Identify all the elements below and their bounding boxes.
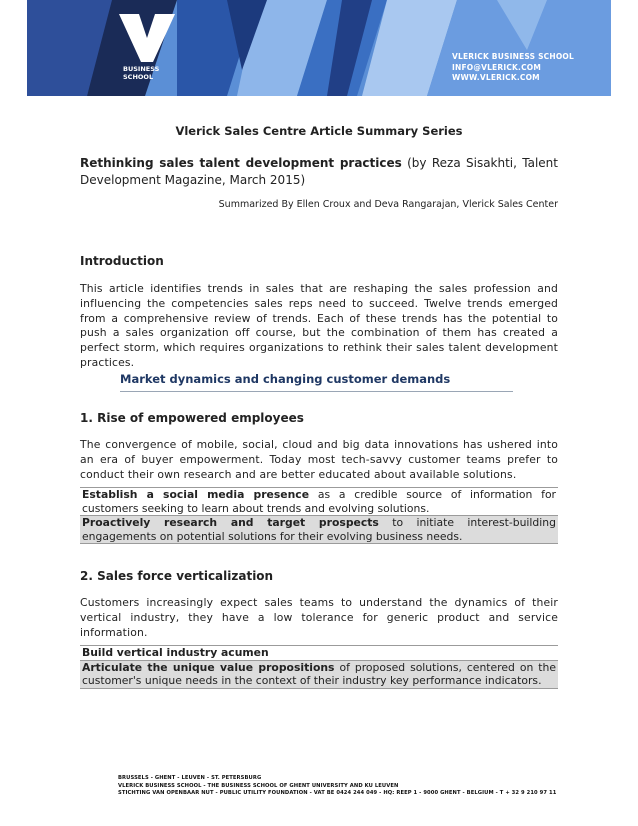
row-bold: Establish a social media presence: [82, 488, 310, 501]
row-bold: Articulate the unique value propositions: [82, 660, 335, 674]
table-row: [80, 515, 558, 544]
article-title-bold: Rethinking sales talent development practices: [80, 156, 402, 170]
row-bold: Build vertical industry acumen: [82, 646, 269, 659]
article-title: [80, 155, 558, 189]
row-text: as a credible source of information for customers seeking to learn about trends and evolving solutions.: [82, 488, 556, 515]
contact-school: VLERICK BUSINESS SCHOOL: [452, 52, 574, 61]
intro-heading: Introduction: [80, 254, 164, 268]
trend1-heading: 1. Rise of empowered employees: [80, 411, 304, 425]
contact-email[interactable]: INFO@VLERICK.COM: [452, 62, 542, 72]
table-row: [80, 645, 558, 660]
trend2-heading: 2. Sales force verticalization: [80, 569, 274, 583]
row-text: of proposed solutions, centered on the customer's unique needs in the context of their industry key performance indicators.: [82, 660, 556, 687]
summarized-by: Summarized By Ellen Croux and Deva Rangarajan, Vlerick Sales Center: [218, 199, 558, 210]
footer-line: VLERICK BUSINESS SCHOOL - THE BUSINESS SCHOOL OF GHENT UNIVERSITY AND KU LEUVEN: [118, 782, 399, 789]
footer-line: BRUSSELS - GHENT - LEUVEN - ST. PETERSBURG: [118, 775, 262, 781]
contact-website[interactable]: WWW.VLERICK.COM: [452, 73, 540, 82]
row-bold: Proactively research and target prospects: [82, 516, 379, 529]
section-title: Market dynamics and changing customer demands: [120, 372, 513, 392]
trend1-table: [80, 487, 558, 544]
series-title: Vlerick Sales Centre Article Summary Series: [175, 124, 463, 138]
trend1-paragraph: The convergence of mobile, social, cloud and big data innovations has ushered into an era of buyer empowerment. Today most tech-savvy customer teams prefer to conduct their own research and are better educated about available solutions.: [80, 438, 558, 481]
header-banner: [27, 0, 611, 96]
trend2-table: [80, 645, 558, 689]
row-text: to initiate interest-building engagements on potential solutions for their evolving business needs.: [82, 516, 556, 543]
table-row: [80, 487, 558, 515]
contact-block: [452, 52, 574, 84]
footer: [118, 775, 556, 798]
intro-paragraph: This article identifies trends in sales that are reshaping the sales profession and influencing the competencies sales reps need to succeed. Twelve trends emerged from a comprehensive review of trends. Each of these trends has the potential to push a sales organization off course, but the combination of them has created a perfect storm, which requires organizations to rethink their sales talent development practices.: [80, 282, 558, 369]
footer-line: STICHTING VAN OPENBAAR NUT - PUBLIC UTILITY FOUNDATION - VAT BE 0424 244 049 - HQ: REEP 1 - 9000 GHENT - BELGIUM - T + 32 9 210 97 11: [118, 790, 557, 796]
article-citation: (by Reza Sisakhti, Talent Development Magazine, March 2015): [80, 156, 558, 187]
table-row: [80, 660, 558, 689]
logo-text: BUSINESS SCHOOL: [123, 65, 160, 81]
trend2-paragraph: Customers increasingly expect sales teams to understand the dynamics of their vertical industry, they have a low tolerance for generic product and service information.: [80, 596, 558, 639]
